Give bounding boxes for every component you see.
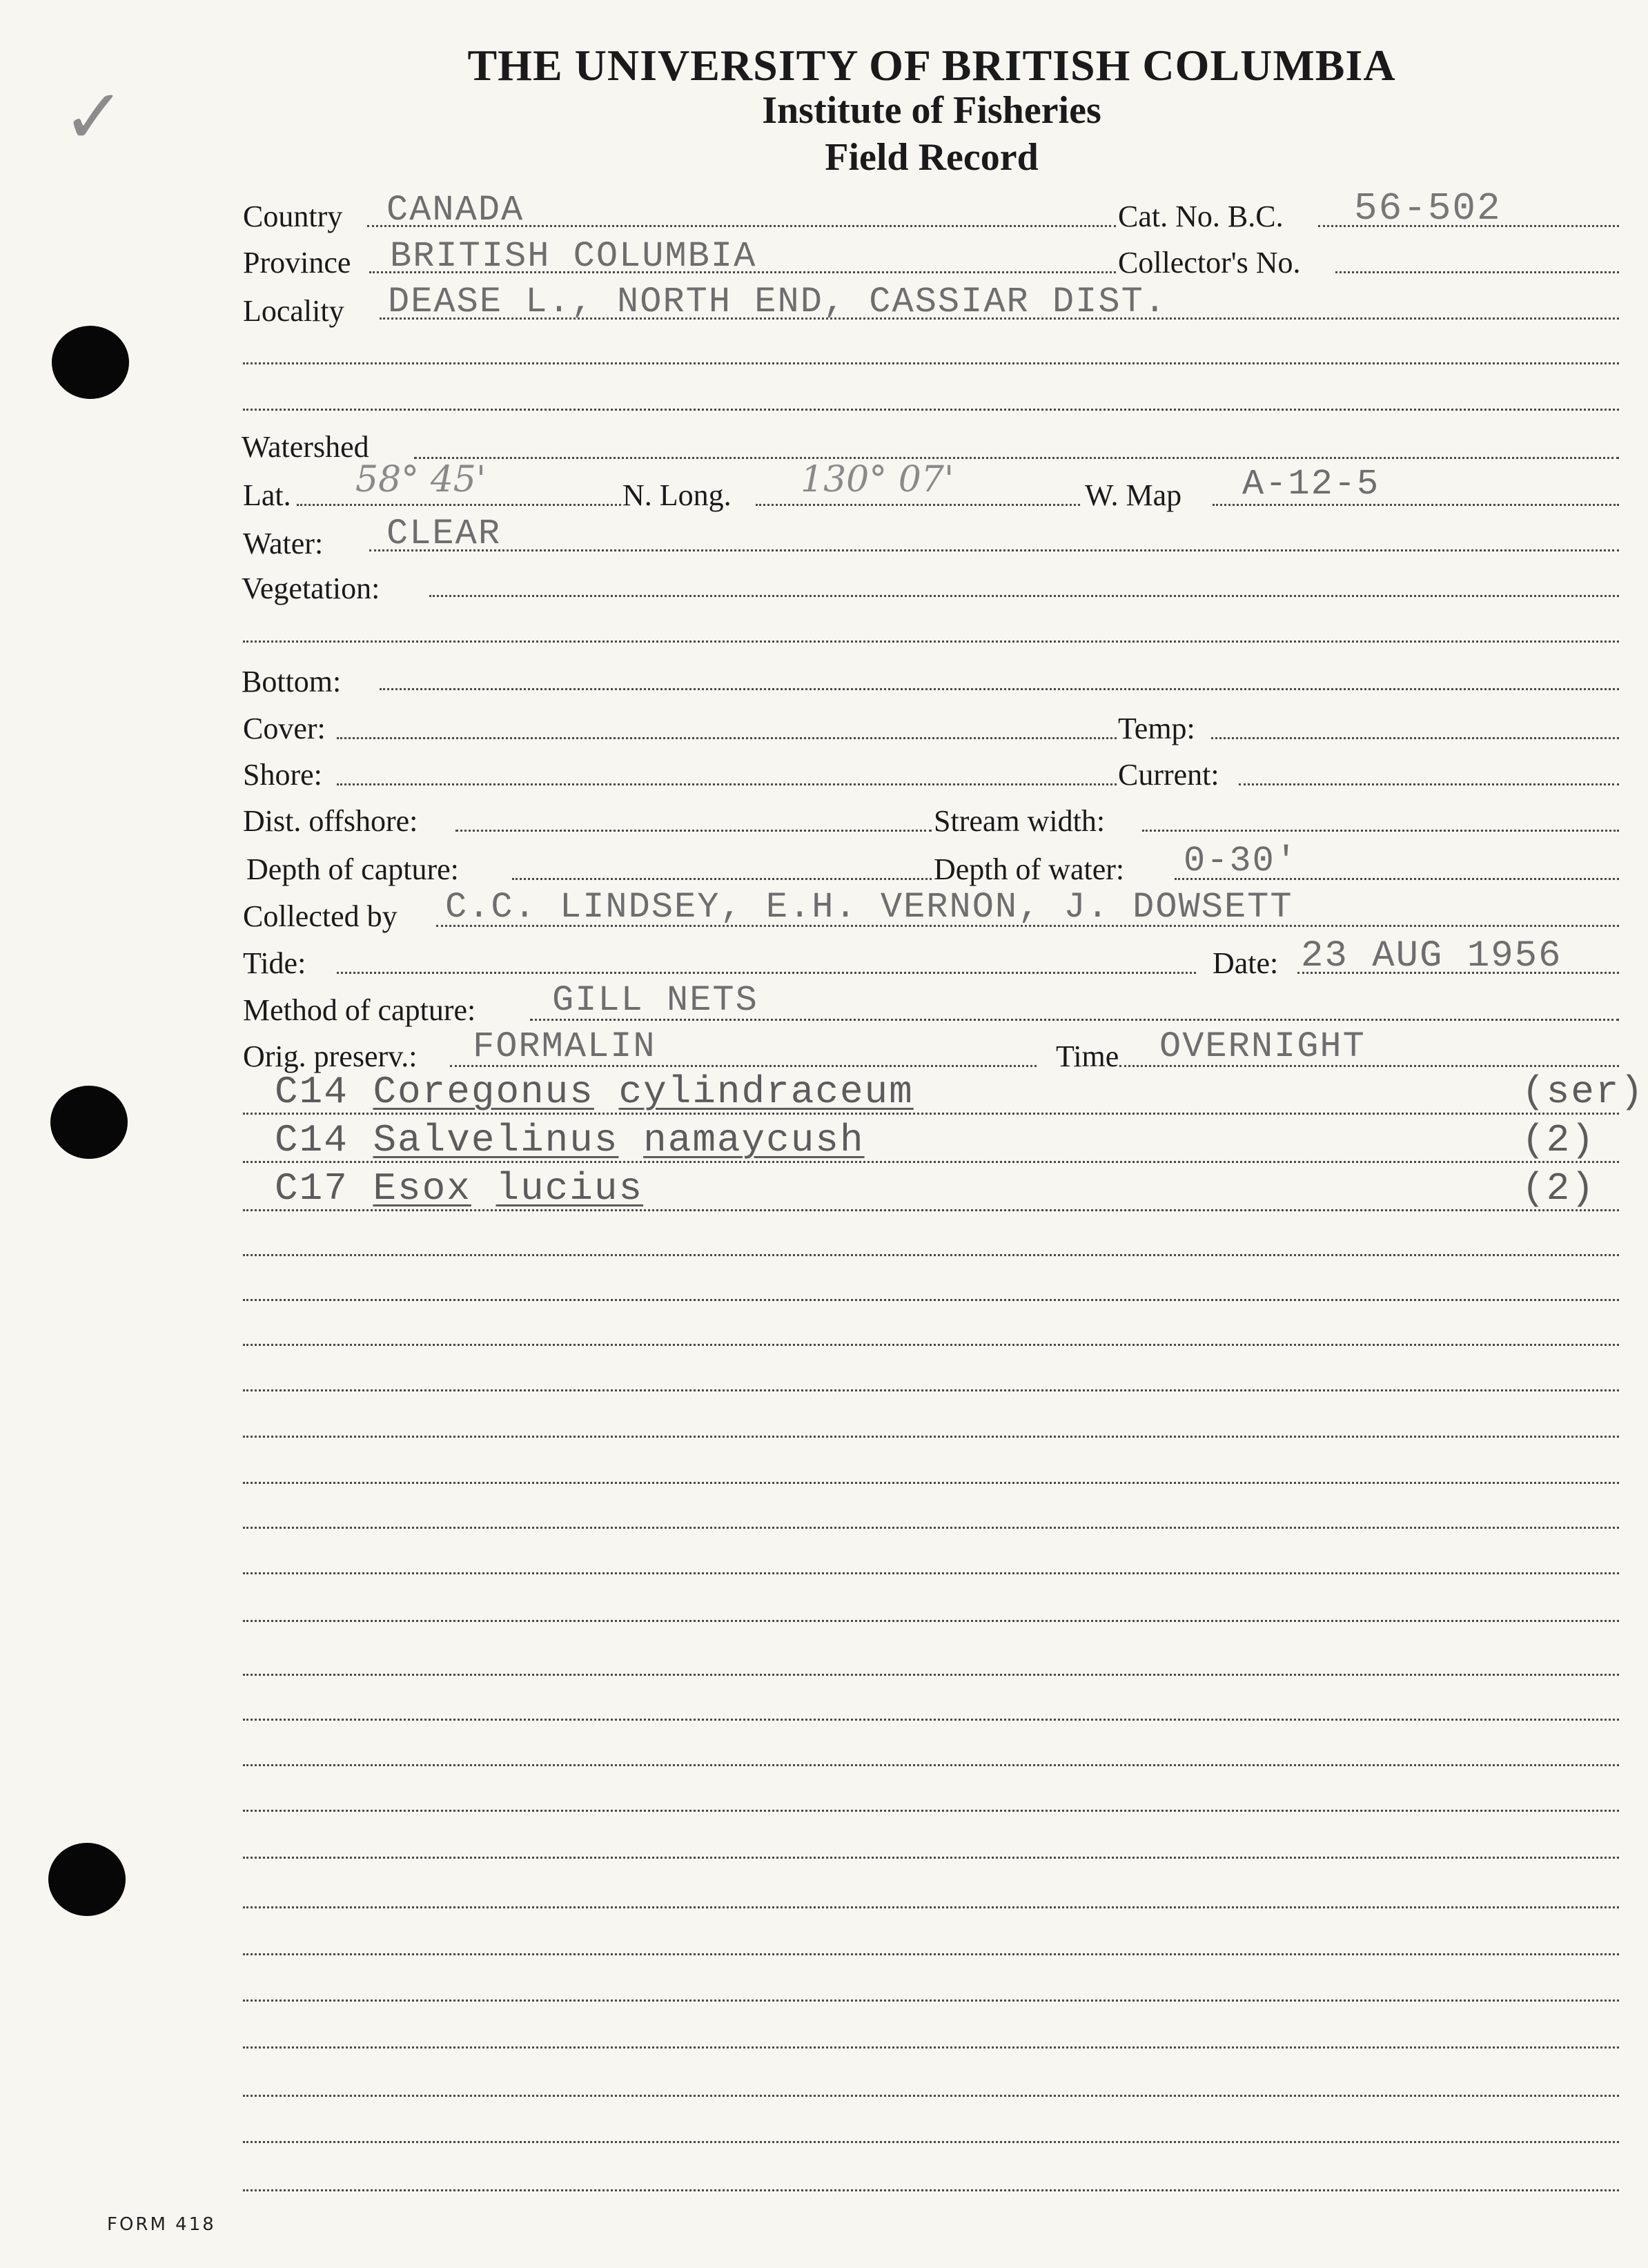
current-line <box>1239 783 1619 785</box>
lat-value: 58° 45' <box>355 459 487 500</box>
blank-line <box>243 1482 1619 1484</box>
temp-line <box>1211 737 1619 739</box>
water-label: Water: <box>243 527 324 560</box>
current-label: Current: <box>1118 758 1219 792</box>
shore-label: Shore: <box>243 758 322 792</box>
form-number: FORM 418 <box>107 2214 216 2235</box>
depth-capture-label: Depth of capture: <box>246 852 459 886</box>
w-map-label: W. Map <box>1085 478 1182 512</box>
lat-line <box>297 504 621 506</box>
species-row <box>275 1118 865 1162</box>
province-value: BRITISH COLUMBIA <box>390 236 757 277</box>
vegetation-label: Vegetation: <box>242 571 380 605</box>
blank-line <box>243 2189 1619 2191</box>
blank-line <box>243 1810 1619 1812</box>
species-code: C17 <box>275 1166 349 1211</box>
punch-hole-bottom <box>48 1843 126 1916</box>
cover-label: Cover: <box>243 712 326 745</box>
blank-line <box>243 2141 1619 2143</box>
orig-preserv-label: Orig. preserv.: <box>243 1039 418 1073</box>
punch-hole-top <box>52 326 129 399</box>
date-label: Date: <box>1213 946 1279 980</box>
tide-label: Tide: <box>243 946 306 980</box>
blank-line <box>243 1572 1619 1574</box>
bottom-line <box>380 688 1619 690</box>
time-value: OVERNIGHT <box>1159 1026 1366 1067</box>
date-value: 23 AUG 1956 <box>1301 935 1562 977</box>
lat-label: Lat. <box>243 478 291 512</box>
species-code: C14 <box>275 1070 349 1114</box>
species-epithet: cylindraceum <box>618 1070 914 1114</box>
blank-line <box>243 1674 1619 1676</box>
method-label: Method of capture: <box>243 993 476 1027</box>
blank-line <box>243 1719 1619 1721</box>
blank-line <box>243 2046 1619 2049</box>
punch-hole-middle <box>50 1086 128 1159</box>
country-label: Country <box>243 199 343 233</box>
depth-capture-line <box>512 878 932 880</box>
cover-line <box>337 737 1117 739</box>
species-genus: Salvelinus <box>373 1118 619 1162</box>
species-genus: Esox <box>373 1166 471 1211</box>
collectors-no-line <box>1335 271 1619 273</box>
locality-label: Locality <box>243 294 344 328</box>
country-value: CANADA <box>386 190 524 231</box>
blank-line <box>243 1620 1619 1622</box>
species-row <box>275 1070 914 1114</box>
species-genus: Coregonus <box>373 1070 594 1114</box>
species-epithet: namaycush <box>643 1118 865 1162</box>
blank-line <box>243 1906 1619 1908</box>
time-label: Time <box>1056 1039 1119 1073</box>
blank-line <box>243 1299 1619 1301</box>
blank-line <box>243 1527 1619 1529</box>
temp-label: Temp: <box>1118 712 1195 745</box>
locality-value: DEASE L., NORTH END, CASSIAR DIST. <box>388 282 1167 322</box>
blank-line <box>243 2000 1619 2002</box>
collected-by-label: Collected by <box>243 899 398 933</box>
blank-line <box>243 641 1619 643</box>
blank-line <box>243 1389 1619 1391</box>
species-count: (2) <box>1522 1118 1596 1162</box>
bottom-label: Bottom: <box>242 665 342 698</box>
water-line <box>369 549 1619 551</box>
collectors-no-label: Collector's No. <box>1118 246 1301 280</box>
province-label: Province <box>243 246 351 280</box>
long-value: 130° 07' <box>801 459 954 500</box>
collected-by-value: C.C. LINDSEY, E.H. VERNON, J. DOWSETT <box>445 887 1293 928</box>
blank-line <box>243 1953 1619 1955</box>
institute-title: Institute of Fisheries <box>762 89 1101 132</box>
blank-line <box>243 409 1619 411</box>
species-row <box>275 1166 643 1211</box>
species-code: C14 <box>275 1118 349 1162</box>
depth-water-label: Depth of water: <box>934 852 1125 886</box>
blank-line <box>243 2095 1619 2097</box>
shore-line <box>337 783 1117 785</box>
dist-offshore-line <box>455 830 932 832</box>
cat-no-value: 56-502 <box>1354 186 1502 231</box>
blank-line <box>243 1857 1619 1859</box>
stream-width-label: Stream width: <box>934 804 1106 838</box>
species-count: (ser) <box>1522 1070 1645 1114</box>
tide-line <box>337 972 1196 974</box>
method-value: GILL NETS <box>552 980 758 1021</box>
species-epithet: lucius <box>496 1166 644 1211</box>
blank-line <box>243 362 1619 364</box>
species-count: (2) <box>1522 1166 1596 1211</box>
blank-line <box>243 1764 1619 1766</box>
watershed-line <box>414 457 1619 459</box>
stream-width-line <box>1142 830 1619 832</box>
cat-no-label: Cat. No. B.C. <box>1118 199 1284 233</box>
water-value: CLEAR <box>386 514 502 554</box>
dist-offshore-label: Dist. offshore: <box>243 804 418 838</box>
blank-line <box>243 1436 1619 1438</box>
vegetation-line <box>429 595 1619 597</box>
long-line <box>756 504 1080 506</box>
map-value: A-12-5 <box>1242 464 1380 505</box>
university-title: THE UNIVERSITY OF BRITISH COLUMBIA <box>467 41 1396 90</box>
blank-line <box>243 1344 1619 1346</box>
orig-preserv-value: FORMALIN <box>473 1026 656 1067</box>
n-long-label: N. Long. <box>622 478 732 512</box>
record-title: Field Record <box>825 136 1039 179</box>
blank-line <box>243 1254 1619 1256</box>
check-mark: ✓ <box>62 72 126 161</box>
watershed-label: Watershed <box>242 430 369 464</box>
depth-water-value: 0-30' <box>1184 841 1299 881</box>
